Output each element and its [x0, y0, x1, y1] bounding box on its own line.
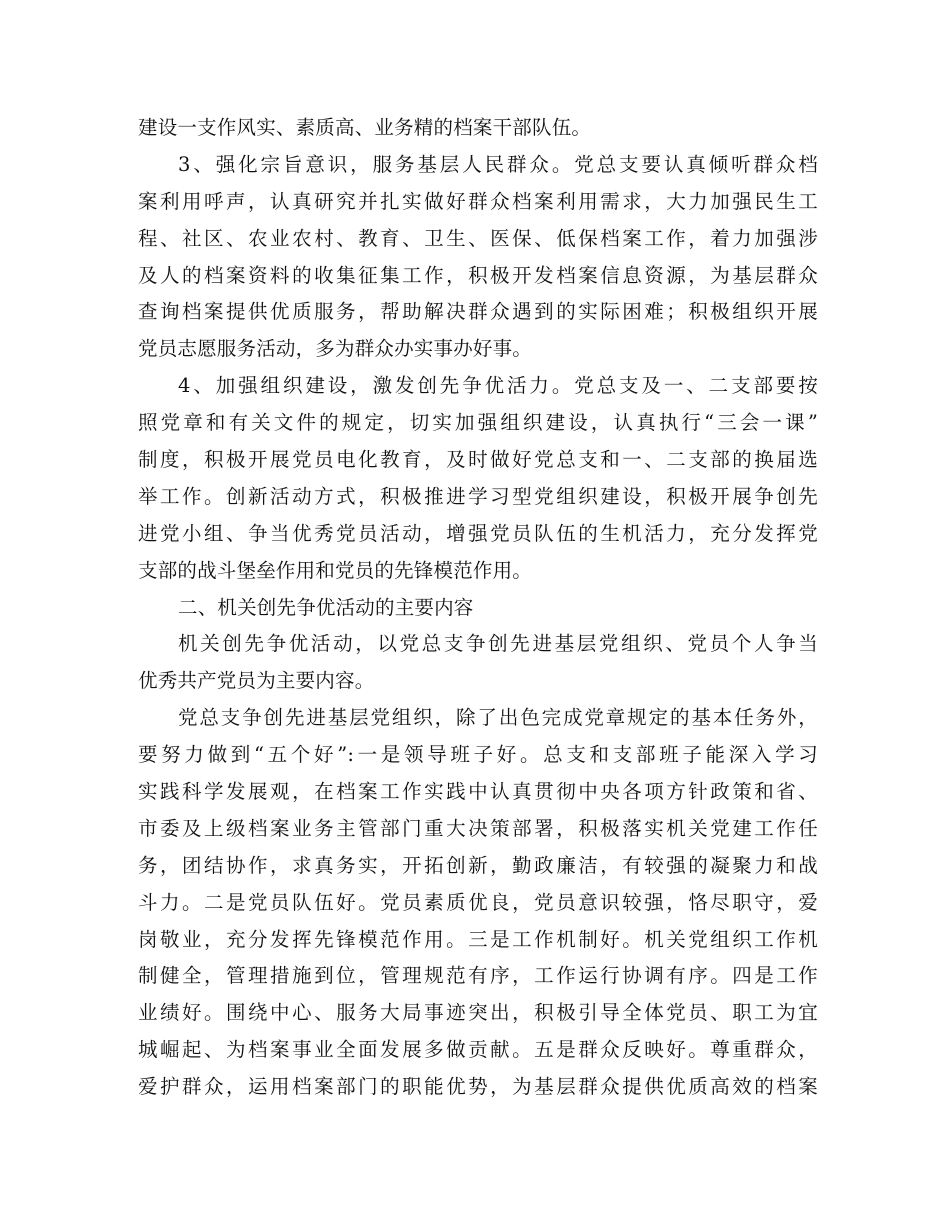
text-line: 岗敬业，充分发挥先锋模范作用。三是工作机制好。机关党组织工作机: [138, 927, 818, 951]
text-line: 机关创先争优活动，以党总支争创先进基层党组织、党员个人争当: [178, 632, 818, 656]
text-line: 举工作。创新活动方式，积极推进学习型党组织建设，积极开展争创先: [138, 484, 818, 508]
text-line: 支部的战斗堡垒作用和党员的先锋模范作用。: [138, 558, 533, 582]
text-line: 制健全，管理措施到位，管理规范有序，工作运行协调有序。四是工作: [138, 964, 818, 988]
text-line: 4、加强组织建设，激发创先争优活力。党总支及一、二支部要按: [178, 374, 818, 398]
text-line: 照党章和有关文件的规定，切实加强组织建设，认真执行“三会一课”: [138, 411, 818, 435]
text-line: 程、社区、农业农村、教育、卫生、医保、低保档案工作，着力加强涉: [138, 226, 818, 250]
text-line: 进党小组、争当优秀党员活动，增强党员队伍的生机活力，充分发挥党: [138, 521, 818, 545]
text-line: 实践科学发展观，在档案工作实践中认真贯彻中央各项方针政策和省、: [138, 780, 818, 804]
text-line: 及人的档案资料的收集征集工作，积极开发档案信息资源，为基层群众: [138, 263, 818, 287]
text-line: 党总支争创先进基层党组织，除了出色完成党章规定的基本任务外，: [178, 706, 818, 730]
text-line: 优秀共产党员为主要内容。: [138, 669, 375, 693]
text-line: 3、强化宗旨意识，服务基层人民群众。党总支要认真倾听群众档: [178, 152, 818, 176]
text-line: 城崛起、为档案事业全面发展多做贡献。五是群众反映好。尊重群众，: [138, 1038, 818, 1062]
text-line: 市委及上级档案业务主管部门重大决策部署，积极落实机关党建工作任: [138, 816, 818, 840]
text-line: 制度，积极开展党员电化教育，及时做好党总支和一、二支部的换届选: [138, 448, 818, 472]
text-line: 要努力做到“五个好”:一是领导班子好。总支和支部班子能深入学习: [138, 743, 818, 767]
text-line: 二、机关创先争优活动的主要内容: [178, 595, 474, 619]
text-line: 党员志愿服务活动，多为群众办实事办好事。: [138, 337, 533, 361]
text-line: 务，团结协作，求真务实，开拓创新，勤政廉洁，有较强的凝聚力和战: [138, 853, 818, 877]
text-line: 业绩好。围绕中心、服务大局事迹突出，积极引导全体党员、职工为宜: [138, 1001, 818, 1025]
text-line: 爱护群众，运用档案部门的职能优势，为基层群众提供优质高效的档案: [138, 1075, 818, 1099]
text-line: 建设一支作风实、素质高、业务精的档案干部队伍。: [138, 116, 592, 139]
text-line: 案利用呼声，认真研究并扎实做好群众档案利用需求，大力加强民生工: [138, 189, 818, 213]
document-body: [138, 110, 818, 1106]
text-line: 查询档案提供优质服务，帮助解决群众遇到的实际困难；积极组织开展: [138, 300, 818, 324]
text-line: 斗力。二是党员队伍好。党员素质优良，党员意识较强，恪尽职守，爱: [138, 890, 818, 914]
